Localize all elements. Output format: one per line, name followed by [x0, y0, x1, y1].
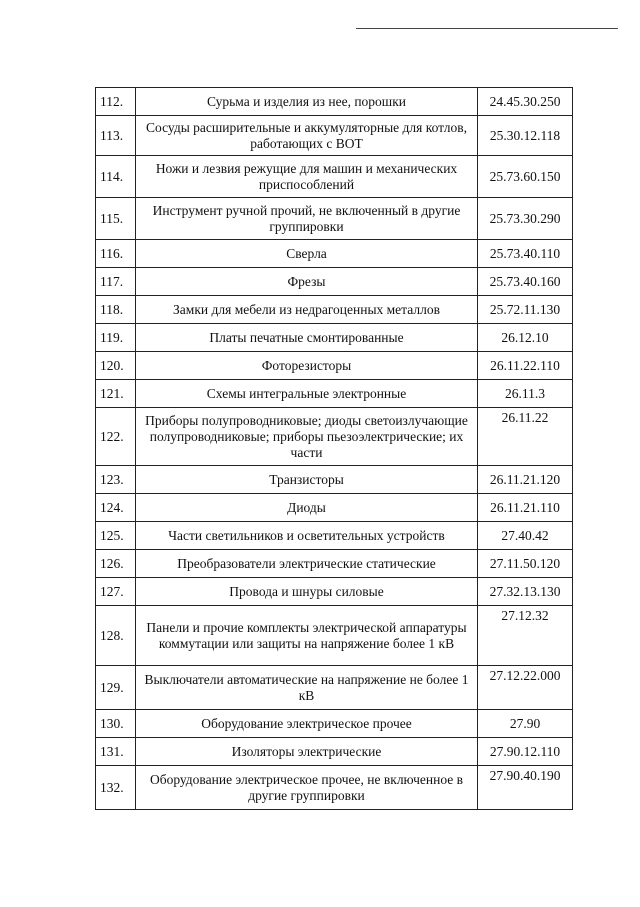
table-row: [96, 116, 573, 156]
row-number: 126.: [96, 550, 136, 578]
product-name: Выключатели автоматические на напряжение не более 1 кВ: [136, 666, 478, 710]
okpd-code: 26.11.21.120: [478, 466, 573, 494]
product-name: Приборы полупроводниковые; диоды светоизлучающие полупроводниковые; приборы пьезоэлектрические; их части: [136, 408, 478, 466]
okpd-code: 27.12.22.000: [478, 666, 573, 710]
row-number: 121.: [96, 380, 136, 408]
product-name: Фоторезисторы: [136, 352, 478, 380]
okpd-code: 27.40.42: [478, 522, 573, 550]
okpd-code: 26.11.3: [478, 380, 573, 408]
row-number: 123.: [96, 466, 136, 494]
okpd-code: 27.90.12.110: [478, 738, 573, 766]
okpd-code: 25.72.11.130: [478, 296, 573, 324]
okpd-code: 27.12.32: [478, 606, 573, 666]
table-row: [96, 710, 573, 738]
row-number: 119.: [96, 324, 136, 352]
product-name: Преобразователи электрические статические: [136, 550, 478, 578]
okpd-code: 27.11.50.120: [478, 550, 573, 578]
row-number: 120.: [96, 352, 136, 380]
okpd-code: 25.73.40.110: [478, 240, 573, 268]
product-name: Сурьма и изделия из нее, порошки: [136, 88, 478, 116]
table-row: [96, 738, 573, 766]
table-row: [96, 666, 573, 710]
table-body: [96, 88, 573, 810]
header-rule: [356, 28, 618, 29]
table-row: [96, 296, 573, 324]
okpd-code: 26.11.22.110: [478, 352, 573, 380]
okpd-code: 26.11.21.110: [478, 494, 573, 522]
row-number: 112.: [96, 88, 136, 116]
row-number: 131.: [96, 738, 136, 766]
table-row: [96, 466, 573, 494]
okpd-code: 24.45.30.250: [478, 88, 573, 116]
row-number: 114.: [96, 156, 136, 198]
product-name: Ножи и лезвия режущие для машин и механических приспособлений: [136, 156, 478, 198]
row-number: 118.: [96, 296, 136, 324]
product-name: Части светильников и осветительных устройств: [136, 522, 478, 550]
row-number: 132.: [96, 766, 136, 810]
product-name: Фрезы: [136, 268, 478, 296]
product-name: Транзисторы: [136, 466, 478, 494]
product-name: Оборудование электрическое прочее: [136, 710, 478, 738]
product-name: Платы печатные смонтированные: [136, 324, 478, 352]
product-name: Сверла: [136, 240, 478, 268]
table-row: [96, 88, 573, 116]
table-row: [96, 352, 573, 380]
okpd-code: 27.90: [478, 710, 573, 738]
table-row: [96, 268, 573, 296]
table-row: [96, 606, 573, 666]
product-name: Провода и шнуры силовые: [136, 578, 478, 606]
product-name: Замки для мебели из недрагоценных металлов: [136, 296, 478, 324]
product-name: Инструмент ручной прочий, не включенный в другие группировки: [136, 198, 478, 240]
product-name: Схемы интегральные электронные: [136, 380, 478, 408]
table-row: [96, 766, 573, 810]
okpd-code: 27.90.40.190: [478, 766, 573, 810]
table-row: [96, 380, 573, 408]
row-number: 124.: [96, 494, 136, 522]
row-number: 122.: [96, 408, 136, 466]
classification-table: [95, 87, 573, 810]
okpd-code: 26.12.10: [478, 324, 573, 352]
product-name: Оборудование электрическое прочее, не включенное в другие группировки: [136, 766, 478, 810]
table-row: [96, 578, 573, 606]
okpd-code: 25.73.30.290: [478, 198, 573, 240]
table-row: [96, 494, 573, 522]
table-row: [96, 408, 573, 466]
row-number: 130.: [96, 710, 136, 738]
table-row: [96, 156, 573, 198]
row-number: 113.: [96, 116, 136, 156]
row-number: 127.: [96, 578, 136, 606]
product-name: Изоляторы электрические: [136, 738, 478, 766]
table-row: [96, 324, 573, 352]
okpd-code: 27.32.13.130: [478, 578, 573, 606]
row-number: 117.: [96, 268, 136, 296]
table-row: [96, 198, 573, 240]
product-name: Сосуды расширительные и аккумуляторные для котлов, работающих с ВОТ: [136, 116, 478, 156]
row-number: 116.: [96, 240, 136, 268]
table-row: [96, 522, 573, 550]
row-number: 115.: [96, 198, 136, 240]
product-name: Панели и прочие комплекты электрической аппаратуры коммутации или защиты на напряжение более 1 кВ: [136, 606, 478, 666]
row-number: 129.: [96, 666, 136, 710]
okpd-code: 25.73.40.160: [478, 268, 573, 296]
okpd-code: 26.11.22: [478, 408, 573, 466]
okpd-code: 25.73.60.150: [478, 156, 573, 198]
row-number: 128.: [96, 606, 136, 666]
table-row: [96, 550, 573, 578]
row-number: 125.: [96, 522, 136, 550]
product-name: Диоды: [136, 494, 478, 522]
okpd-code: 25.30.12.118: [478, 116, 573, 156]
table-row: [96, 240, 573, 268]
